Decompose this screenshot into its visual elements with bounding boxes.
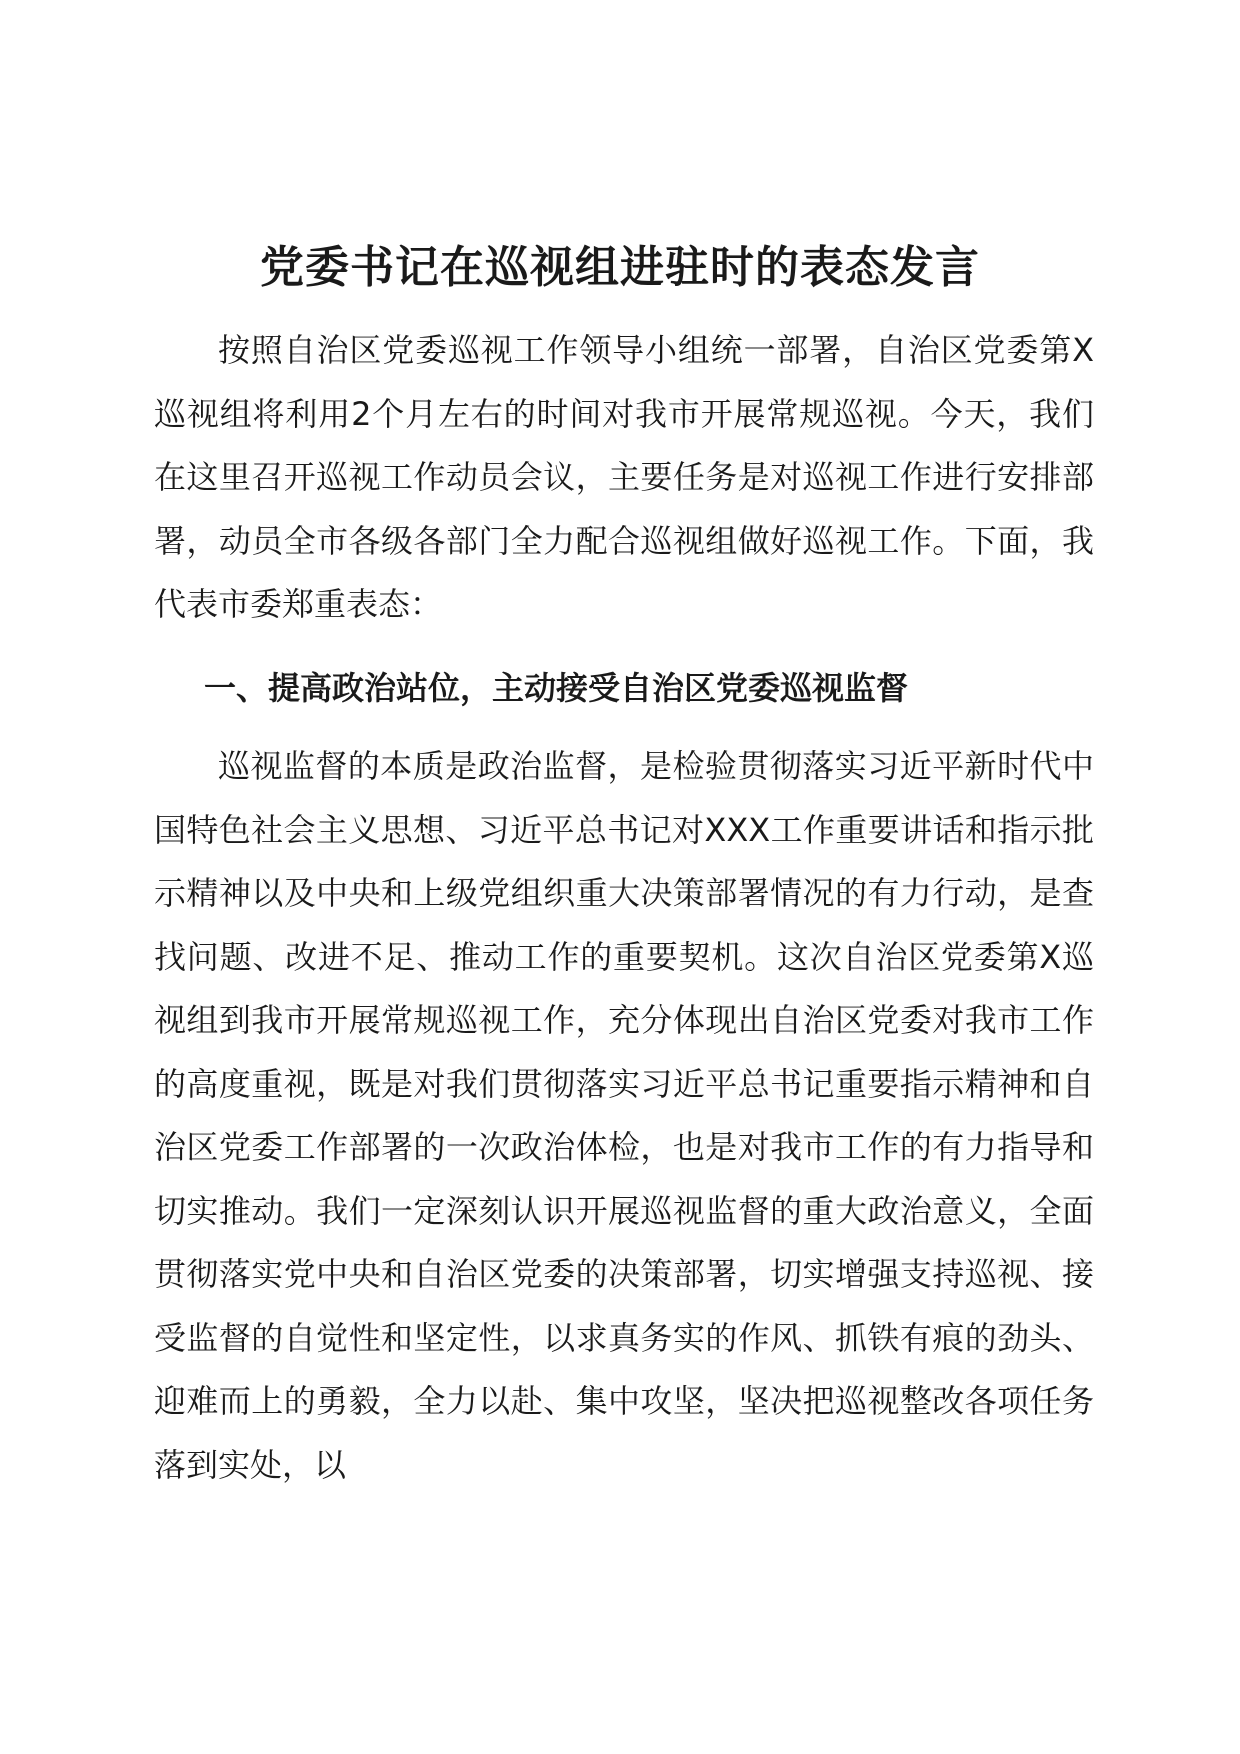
paragraph-intro (154, 319, 1094, 637)
paragraph-intro-text: 按照自治区党委巡视工作领导小组统一部署，自治区党委第X巡视组将利用2个月左右的时间对我市开展常规巡视。今天，我们在这里召开巡视工作动员会议，主要任务是对巡视工作进行安排部署，动员全市各级各部门全力配合巡视组做好巡视工作。下面，我代表市委郑重表态： (154, 331, 1094, 623)
section-heading-1: 一、提高政治站位，主动接受自治区党委巡视监督 (204, 669, 909, 707)
paragraph-section-1-text: 巡视监督的本质是政治监督，是检验贯彻落实习近平新时代中国特色社会主义思想、习近平总书记对XXX工作重要讲话和指示批示精神以及中央和上级党组织重大决策部署情况的有力行动，是查找问题、改进不足、推动工作的重要契机。这次自治区党委第X巡视组到我市开展常规巡视工作，充分体现出自治区党委对我市工作的高度重视，既是对我们贯彻落实习近平总书记重要指示精神和自治区党委工作部署的一次政治体检，也是对我市工作的有力指导和切实推动。我们一定深刻认识开展巡视监督的重大政治意义，全面贯彻落实党中央和自治区党委的决策部署，切实增强支持巡视、接受监督的自觉性和坚定性，以求真务实的作风、抓铁有痕的劲头、迎难而上的勇毅，全力以赴、集中攻坚，坚决把巡视整改各项任务落到实处，以 (154, 747, 1094, 1484)
document-title: 党委书记在巡视组进驻时的表态发言 (260, 242, 980, 293)
paragraph-section-1 (154, 735, 1094, 1497)
